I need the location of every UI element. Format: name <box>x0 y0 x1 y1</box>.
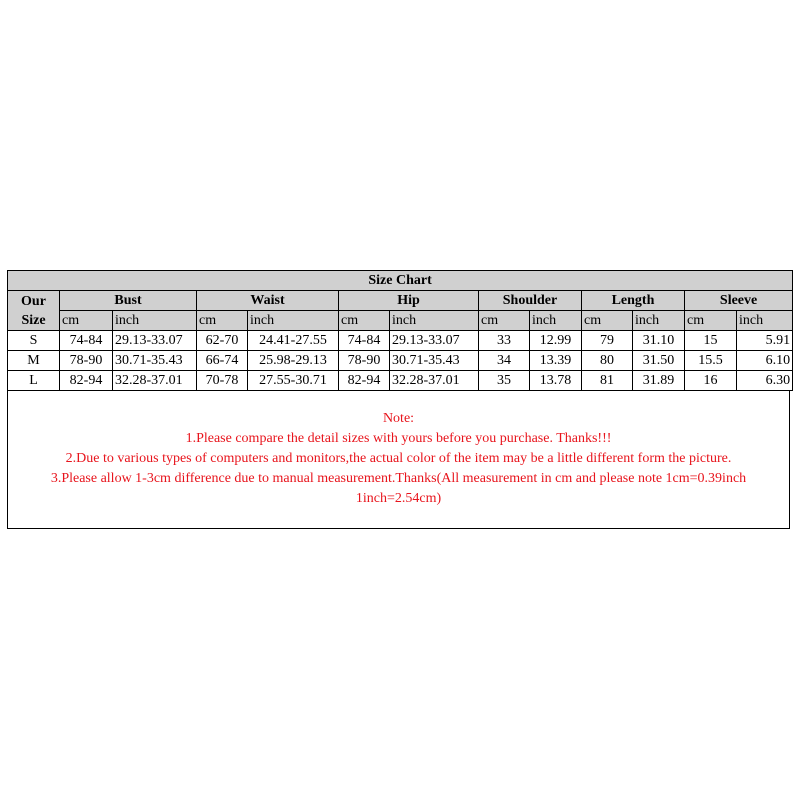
size-cell: L <box>8 371 60 391</box>
unit-header: cm <box>339 311 390 331</box>
table-cell: 6.30 <box>737 371 793 391</box>
table-cell: 13.39 <box>530 351 582 371</box>
table-cell: 31.10 <box>633 331 685 351</box>
unit-header: inch <box>113 311 197 331</box>
table-cell: 78-90 <box>339 351 390 371</box>
note-line-3-continued: 1inch=2.54cm) <box>355 491 442 506</box>
unit-header: cm <box>685 311 737 331</box>
table-cell: 74-84 <box>60 331 113 351</box>
table-row <box>8 331 793 351</box>
title-row <box>8 271 793 291</box>
note-line-2: 2.Due to various types of computers and monitors,the actual color of the item may be a little different form the picture. <box>65 451 732 466</box>
table-cell: 80 <box>582 351 633 371</box>
table-cell: 82-94 <box>339 371 390 391</box>
table-cell: 32.28-37.01 <box>390 371 479 391</box>
group-header-waist: Waist <box>197 291 339 311</box>
table-cell: 30.71-35.43 <box>113 351 197 371</box>
size-cell: M <box>8 351 60 371</box>
note-line-1: 1.Please compare the detail sizes with yours before you purchase. Thanks!!! <box>185 431 612 446</box>
table-cell: 82-94 <box>60 371 113 391</box>
table-cell: 27.55-30.71 <box>248 371 339 391</box>
table-cell: 34 <box>479 351 530 371</box>
table-row <box>8 351 793 371</box>
table-cell: 25.98-29.13 <box>248 351 339 371</box>
unit-header: inch <box>737 311 793 331</box>
table-cell: 15 <box>685 331 737 351</box>
unit-header: cm <box>582 311 633 331</box>
group-header-row <box>8 291 793 311</box>
size-table <box>7 270 793 391</box>
group-header-hip: Hip <box>339 291 479 311</box>
group-header-length: Length <box>582 291 685 311</box>
table-cell: 70-78 <box>197 371 248 391</box>
group-header-bust: Bust <box>60 291 197 311</box>
unit-header: inch <box>248 311 339 331</box>
table-cell: 24.41-27.55 <box>248 331 339 351</box>
table-cell: 35 <box>479 371 530 391</box>
table-cell: 13.78 <box>530 371 582 391</box>
table-cell: 66-74 <box>197 351 248 371</box>
unit-header: inch <box>390 311 479 331</box>
table-cell: 29.13-33.07 <box>113 331 197 351</box>
table-cell: 32.28-37.01 <box>113 371 197 391</box>
unit-header-row <box>8 311 793 331</box>
note-heading: Note: <box>382 411 415 426</box>
size-column-header <box>8 291 60 331</box>
table-cell: 78-90 <box>60 351 113 371</box>
table-cell: 15.5 <box>685 351 737 371</box>
table-cell: 31.50 <box>633 351 685 371</box>
size-header-bottom: Size <box>21 312 46 328</box>
unit-header: cm <box>60 311 113 331</box>
note-line-3: 3.Please allow 1-3cm difference due to manual measurement.Thanks(All measurement in cm and please note 1cm=0.39inch <box>50 471 747 486</box>
notes-panel <box>7 391 790 529</box>
table-cell: 62-70 <box>197 331 248 351</box>
size-chart <box>7 270 792 529</box>
table-cell: 31.89 <box>633 371 685 391</box>
table-cell: 33 <box>479 331 530 351</box>
table-cell: 5.91 <box>737 331 793 351</box>
group-header-shoulder: Shoulder <box>479 291 582 311</box>
unit-header: cm <box>197 311 248 331</box>
table-row <box>8 371 793 391</box>
table-cell: 16 <box>685 371 737 391</box>
table-cell: 79 <box>582 331 633 351</box>
table-cell: 81 <box>582 371 633 391</box>
table-cell: 29.13-33.07 <box>390 331 479 351</box>
table-cell: 74-84 <box>339 331 390 351</box>
table-cell: 30.71-35.43 <box>390 351 479 371</box>
size-header-top: Our <box>21 293 46 309</box>
table-cell: 12.99 <box>530 331 582 351</box>
unit-header: inch <box>633 311 685 331</box>
unit-header: cm <box>479 311 530 331</box>
unit-header: inch <box>530 311 582 331</box>
table-cell: 6.10 <box>737 351 793 371</box>
chart-title: Size Chart <box>8 271 793 291</box>
size-cell: S <box>8 331 60 351</box>
group-header-sleeve: Sleeve <box>685 291 793 311</box>
